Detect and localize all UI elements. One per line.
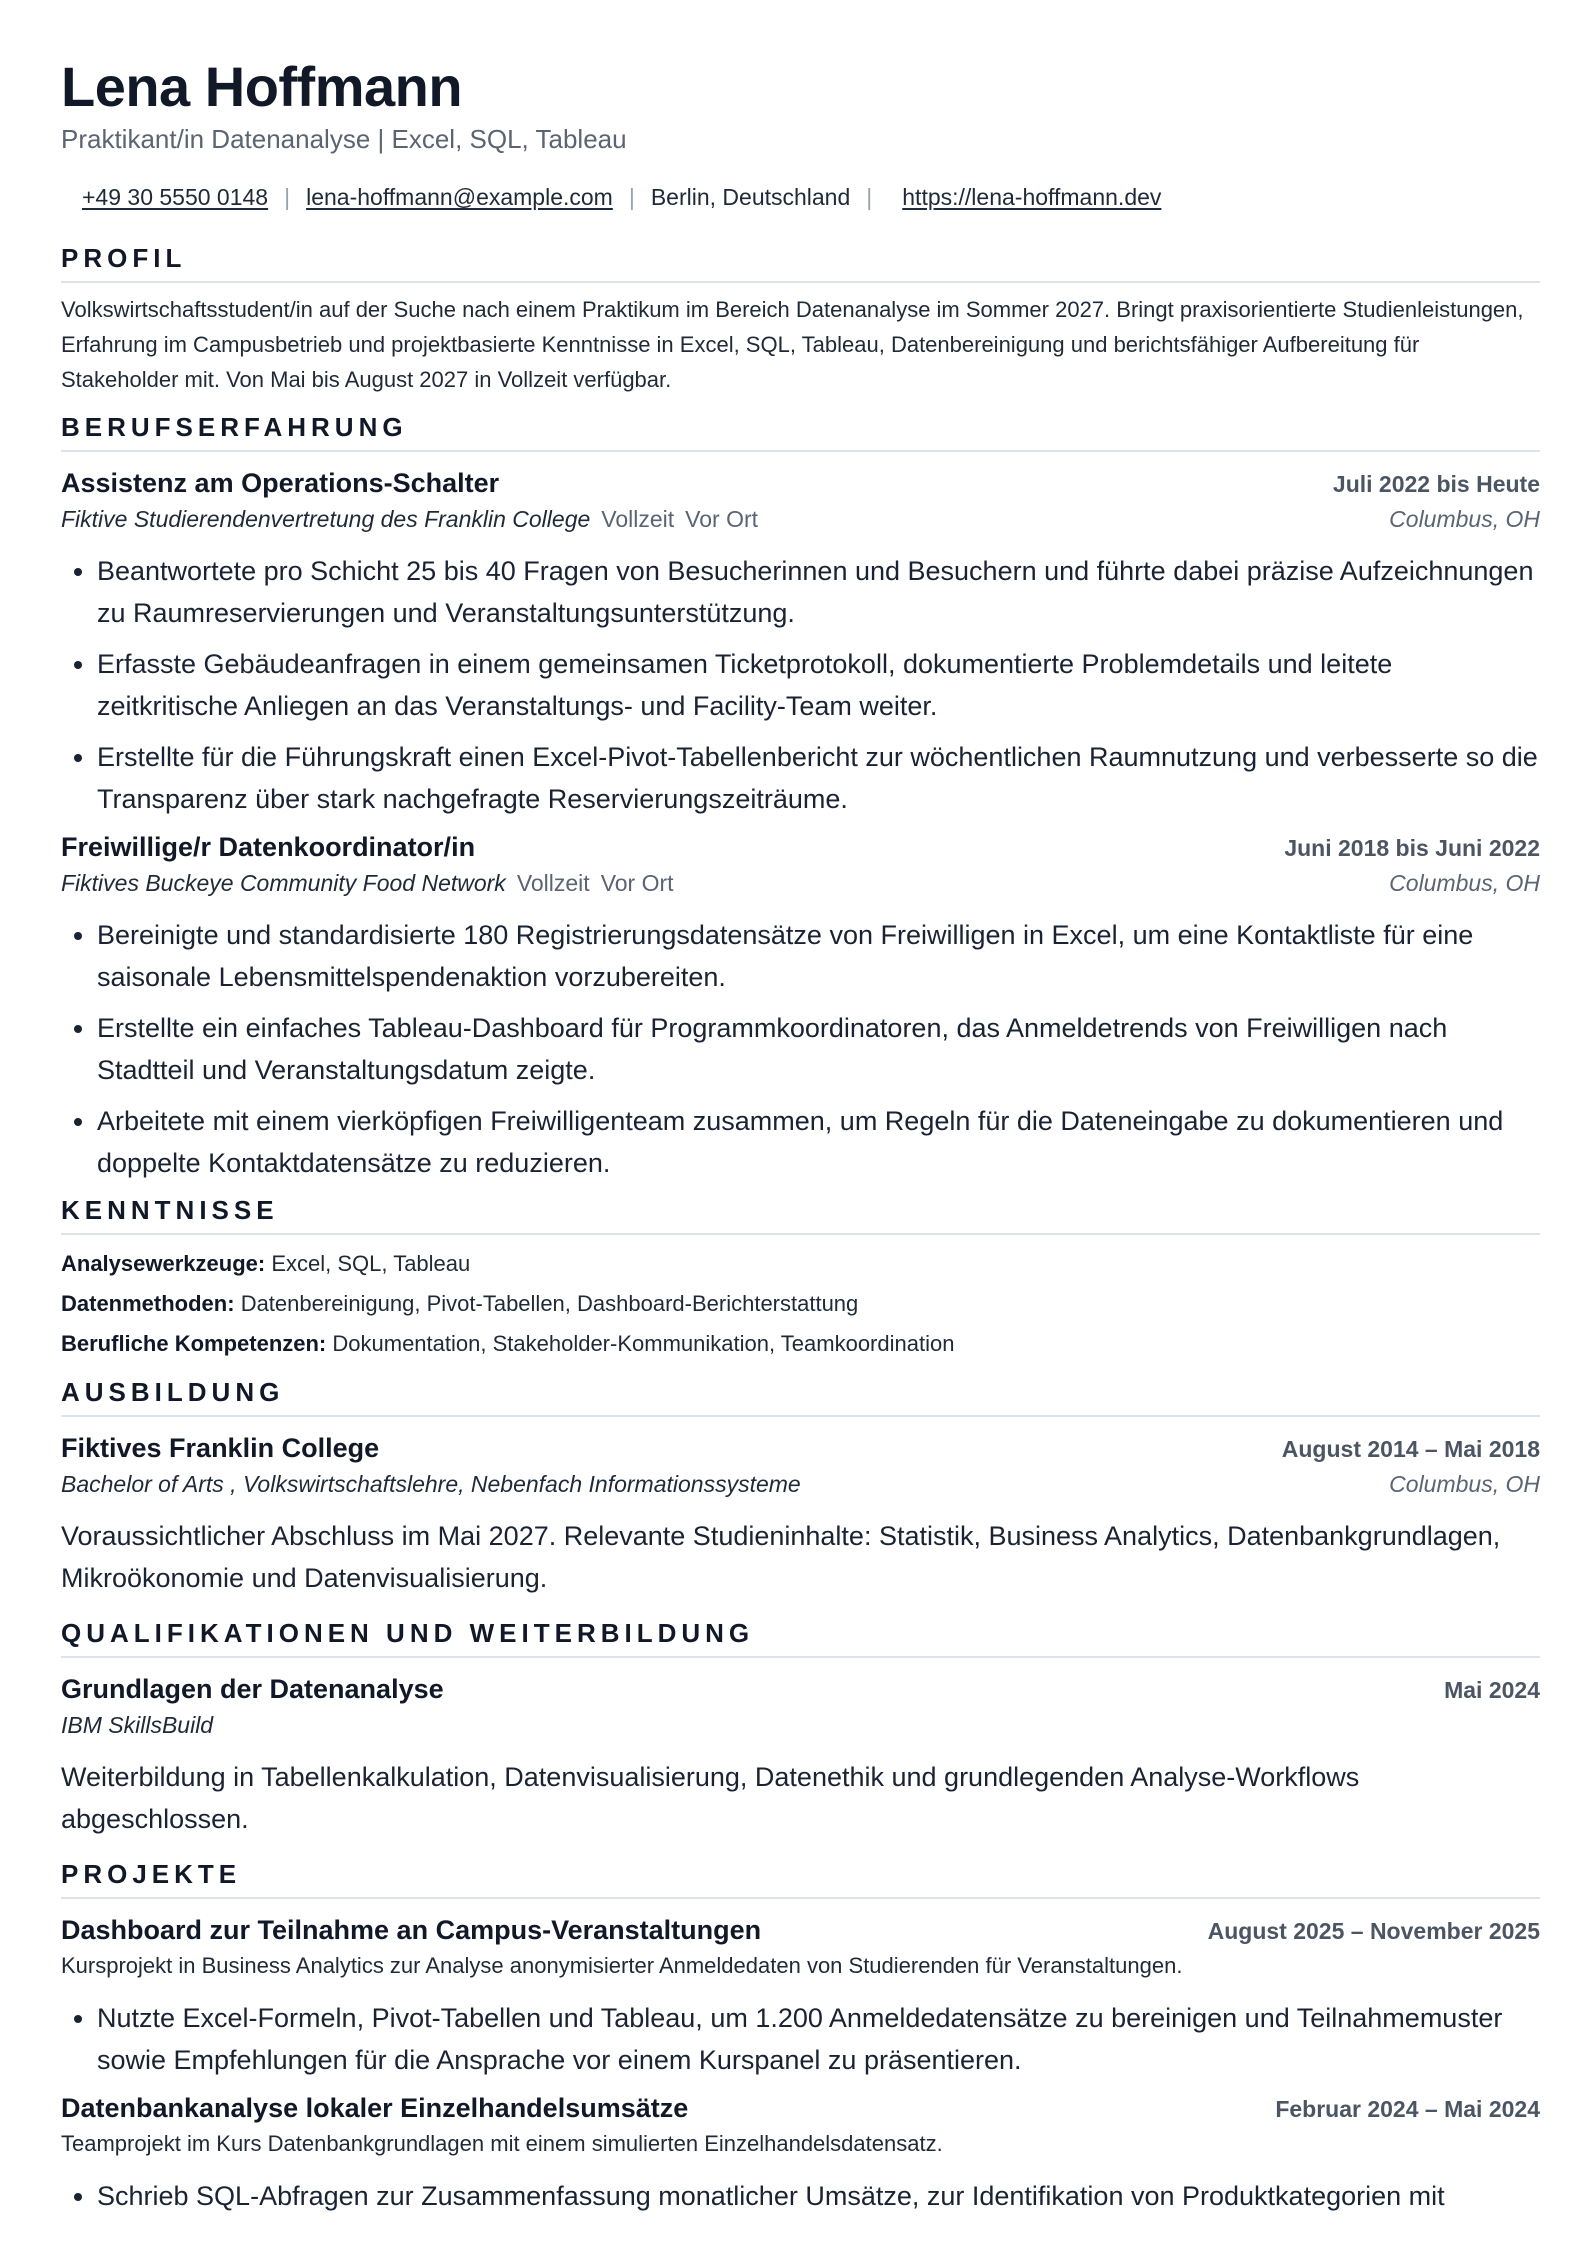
location-text: Berlin, Deutschland [650,184,851,210]
employment-type: Vollzeit [601,506,675,532]
section-title: BERUFSERFAHRUNG [61,411,1540,452]
phone-link[interactable]: +49 30 5550 0148 [82,184,269,210]
website-link[interactable]: https://lena-hoffmann.dev [902,184,1162,210]
profile-section [61,242,1540,397]
list-item: • Beantwortete pro Schicht 25 bis 40 Fragen von Besucherinnen und Besuchern und führte dabei präzise Aufzeichnungen zu Raumreservierungen und Veranstaltungsunterstützung. [97,550,1540,634]
project-dates: Februar 2024 – Mai 2024 [1275,2096,1540,2122]
section-title: PROFIL [61,242,1540,283]
project-description: Kursprojekt in Business Analytics zur Analyse anonymisierter Anmeldedaten von Studierenden für Veranstaltungen. [61,1953,1183,1978]
job-bullets [61,914,1540,1184]
project-dates: August 2025 – November 2025 [1207,1918,1540,1944]
certifications-section [61,1617,1540,1840]
certification-entry [61,1671,1540,1840]
school-name: Fiktives Franklin College [61,1433,380,1463]
skill-row [61,1324,1540,1364]
degree-name: Bachelor of Arts , Volkswirtschaftslehre, Nebenfach Informationssysteme [61,1471,801,1497]
email-link[interactable]: lena-hoffmann@example.com [306,184,613,210]
job-title: Assistenz am Operations-Schalter [61,468,500,498]
skill-row [61,1284,1540,1324]
certification-description: Weiterbildung in Tabellenkalkulation, Datenvisualisierung, Datenethik und grundlegenden Analyse-Workflows abgeschlossen. [61,1762,1360,1834]
certification-issuer: IBM SkillsBuild [61,1712,214,1738]
experience-entry [61,465,1540,820]
job-location: Columbus, OH [1389,506,1540,532]
job-bullets [61,550,1540,820]
projects-section [61,1858,1540,2217]
certification-date: Mai 2024 [1444,1677,1540,1703]
skill-label: Berufliche Kompetenzen: [61,1331,327,1356]
work-mode: Vor Ort [600,870,674,896]
list-item: • Arbeitete mit einem vierköpfigen Freiwilligenteam zusammen, um Regeln für die Dateneingabe zu dokumentieren und doppelte Kontaktdatensätze zu reduzieren. [97,1100,1540,1184]
section-title: KENNTNISSE [61,1194,1540,1235]
experience-section [61,411,1540,1184]
contact-separator: | [866,184,873,210]
job-location: Columbus, OH [1389,870,1540,896]
skill-value: Dokumentation, Stakeholder-Kommunikation, Teamkoordination [332,1331,955,1356]
section-title: PROJEKTE [61,1858,1540,1899]
list-item: • Erstellte für die Führungskraft einen Excel-Pivot-Tabellenbericht zur wöchentlichen Raumnutzung und verbesserte so die Transparenz über stark nachgefragte Reservierungszeiträume. [97,736,1540,820]
project-entry [61,1912,1540,2081]
profile-text: Volkswirtschaftsstudent/in auf der Suche nach einem Praktikum im Bereich Datenanalyse im Sommer 2027. Bringt praxisorientierte Studienleistungen, Erfahrung im Campusbetrieb und projektbasierte Kenntnisse in Excel, SQL, Tableau, Datenbereinigung und berichtsfähiger Aufbereitung für Stakeholder mit. Von Mai bis August 2027 in Vollzeit verfügbar. [61,297,1524,392]
employer-name: Fiktives Buckeye Community Food Network [61,870,506,896]
list-item: • Erfasste Gebäudeanfragen in einem gemeinsamen Ticketprotokoll, dokumentierte Problemdetails und leitete zeitkritische Anliegen an das Veranstaltungs- und Facility-Team weiter. [97,643,1540,727]
education-dates: August 2014 – Mai 2018 [1281,1436,1540,1462]
section-title: AUSBILDUNG [61,1376,1540,1417]
project-bullets [61,2175,1540,2217]
employer-name: Fiktive Studierendenvertretung des Franklin College [61,506,591,532]
contact-separator: | [628,184,635,210]
list-item: • Nutzte Excel-Formeln, Pivot-Tabellen und Tableau, um 1.200 Anmeldedatensätze zu bereinigen und Teilnahmemuster sowie Empfehlungen für die Ansprache vor einem Kurspanel zu präsentieren. [97,1997,1540,2081]
project-entry [61,2090,1540,2217]
job-dates: Juli 2022 bis Heute [1332,471,1540,497]
education-section [61,1376,1540,1599]
skill-label: Analysewerkzeuge: [61,1251,266,1276]
project-name: Datenbankanalyse lokaler Einzelhandelsumsätze [61,2093,689,2123]
project-bullets [61,1997,1540,2081]
resume-header [61,52,1540,212]
skill-label: Datenmethoden: [61,1291,235,1316]
list-item: • Erstellte ein einfaches Tableau-Dashboard für Programmkoordinatoren, das Anmeldetrends von Freiwilligen nach Stadtteil und Veranstaltungsdatum zeigte. [97,1007,1540,1091]
project-name: Dashboard zur Teilnahme an Campus-Veranstaltungen [61,1915,762,1945]
work-mode: Vor Ort [685,506,759,532]
skills-section [61,1194,1540,1364]
list-item: • Bereinigte und standardisierte 180 Registrierungsdatensätze von Freiwilligen in Excel, um eine Kontaktliste für eine saisonale Lebensmittelspendenaktion vorzubereiten. [97,914,1540,998]
section-title: QUALIFIKATIONEN UND WEITERBILDUNG [61,1617,1540,1658]
experience-entry [61,829,1540,1184]
job-title: Freiwillige/r Datenkoordinator/in [61,832,476,862]
skill-value: Datenbereinigung, Pivot-Tabellen, Dashboard-Berichterstattung [240,1291,859,1316]
project-description: Teamprojekt im Kurs Datenbankgrundlagen mit einem simulierten Einzelhandelsdatensatz. [61,2131,943,2156]
certification-name: Grundlagen der Datenanalyse [61,1674,444,1704]
contact-separator: | [284,184,291,210]
skill-row [61,1244,1540,1284]
employment-type: Vollzeit [516,870,590,896]
school-location: Columbus, OH [1389,1471,1540,1497]
education-description: Voraussichtlicher Abschluss im Mai 2027. Relevante Studieninhalte: Statistik, Business Analytics, Datenbankgrundlagen, Mikroökonomie und Datenvisualisierung. [61,1521,1501,1593]
candidate-name: Lena Hoffmann [61,55,463,118]
contact-line [61,182,1540,212]
skill-value: Excel, SQL, Tableau [271,1251,471,1276]
job-dates: Juni 2018 bis Juni 2022 [1284,835,1540,861]
candidate-headline: Praktikant/in Datenanalyse | Excel, SQL, Tableau [61,124,627,154]
list-item: • Schrieb SQL-Abfragen zur Zusammenfassung monatlicher Umsätze, zur Identifikation von Produktkategorien mit [97,2175,1540,2217]
education-entry [61,1430,1540,1599]
